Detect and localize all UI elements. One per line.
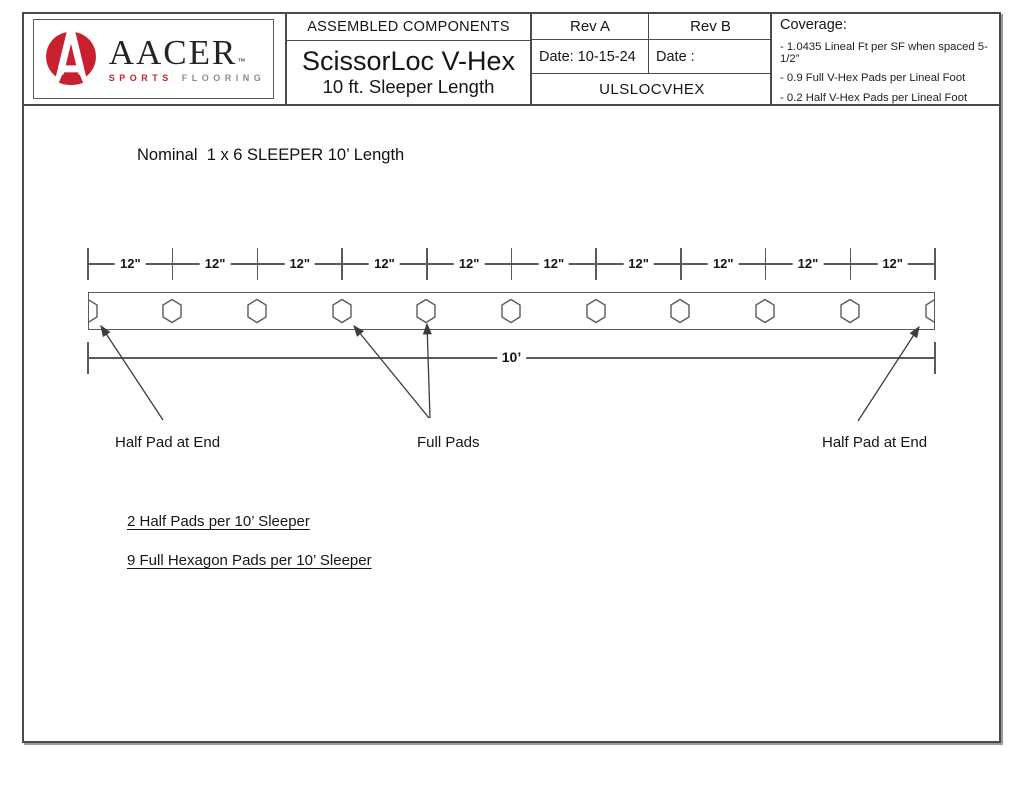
dimension-row-10ft xyxy=(88,342,935,374)
full-hex-pad xyxy=(585,298,607,324)
rev-a-date: Date: 10-15-24 xyxy=(532,40,648,74)
rev-b-header: Rev B xyxy=(648,14,772,40)
dimension-tick xyxy=(934,342,936,374)
dimension-tick xyxy=(850,248,852,280)
logo-cell xyxy=(24,14,285,104)
product-title: ScissorLoc V-Hex xyxy=(301,45,516,76)
product-subtitle: 10 ft. Sleeper Length xyxy=(322,76,495,98)
callout-half-pad-left: Half Pad at End xyxy=(115,434,221,451)
brand-name: AACER xyxy=(108,33,238,72)
full-hex-pad xyxy=(839,298,861,324)
coverage-item: - 0.9 Full V-Hex Pads per Lineal Foot xyxy=(780,72,966,84)
rev-a-header: Rev A xyxy=(532,14,648,40)
segment-dimension-label: 12" xyxy=(539,255,570,272)
segment-dimension-label: 12" xyxy=(623,255,654,272)
logo-frame xyxy=(33,19,274,99)
brand-tagline xyxy=(109,73,266,83)
coverage-label: Coverage: xyxy=(780,17,847,33)
coverage-item: - 0.2 Half V-Hex Pads per Lineal Foot xyxy=(780,91,968,104)
coverage-cell xyxy=(770,14,999,104)
dimension-tick xyxy=(934,248,936,280)
rev-b-date: Date : xyxy=(648,40,772,74)
note-full-pads: 9 Full Hexagon Pads per 10’ Sleeper xyxy=(127,552,372,569)
tagline-flooring: FLOORING xyxy=(181,73,266,83)
sheet-border xyxy=(22,12,1001,743)
full-hex-pad xyxy=(415,298,437,324)
dimension-tick xyxy=(341,248,343,280)
title-block xyxy=(24,14,999,106)
segment-dimension-label: 12" xyxy=(454,255,485,272)
dimension-tick xyxy=(257,248,259,280)
title-cell xyxy=(285,14,530,104)
dimension-tick xyxy=(511,248,513,280)
tagline-sports: SPORTS xyxy=(108,73,173,83)
callout-arrows xyxy=(24,14,999,741)
full-hex-pad xyxy=(331,298,353,324)
aacer-logo-icon xyxy=(42,30,100,88)
dimension-tick xyxy=(172,248,174,280)
segment-dimension-label: 12" xyxy=(284,255,315,272)
sleeper-board xyxy=(88,292,935,330)
dimension-tick xyxy=(87,248,89,280)
full-hex-pad xyxy=(669,298,691,324)
drawing-caption: Nominal 1 x 6 SLEEPER 10’ Length xyxy=(137,146,405,164)
dimension-tick xyxy=(426,248,428,280)
segment-dimension-label: 12" xyxy=(200,255,231,272)
segment-dimension-label: 12" xyxy=(877,255,908,272)
half-hex-pad xyxy=(88,298,99,324)
full-hex-pad xyxy=(754,298,776,324)
dimension-row-12in xyxy=(88,248,935,280)
full-hex-pad xyxy=(246,298,268,324)
coverage-item: - 1.0435 Lineal Ft per SF when spaced 5-1/2” xyxy=(780,40,988,65)
dimension-tick xyxy=(87,342,89,374)
segment-dimension-label: 12" xyxy=(793,255,824,272)
full-hex-pad xyxy=(161,298,183,324)
half-hex-pad xyxy=(924,298,936,324)
part-code: ULSLOCVHEX xyxy=(599,80,705,98)
note-half-pads: 2 Half Pads per 10’ Sleeper xyxy=(127,513,310,530)
callout-full-pads: Full Pads xyxy=(417,434,480,451)
segment-dimension-label: 12" xyxy=(369,255,400,272)
revision-table xyxy=(530,14,770,104)
dimension-tick xyxy=(680,248,682,280)
full-hex-pad xyxy=(500,298,522,324)
overall-dimension-label: 10’ xyxy=(497,349,526,366)
dimension-tick xyxy=(595,248,597,280)
dimension-tick xyxy=(765,248,767,280)
segment-dimension-label: 12" xyxy=(708,255,739,272)
brand-text-block xyxy=(109,35,266,83)
section-label: ASSEMBLED COMPONENTS xyxy=(287,14,530,41)
trademark-symbol: ™ xyxy=(237,57,246,66)
callout-half-pad-right: Half Pad at End xyxy=(822,434,928,451)
segment-dimension-label: 12" xyxy=(115,255,146,272)
